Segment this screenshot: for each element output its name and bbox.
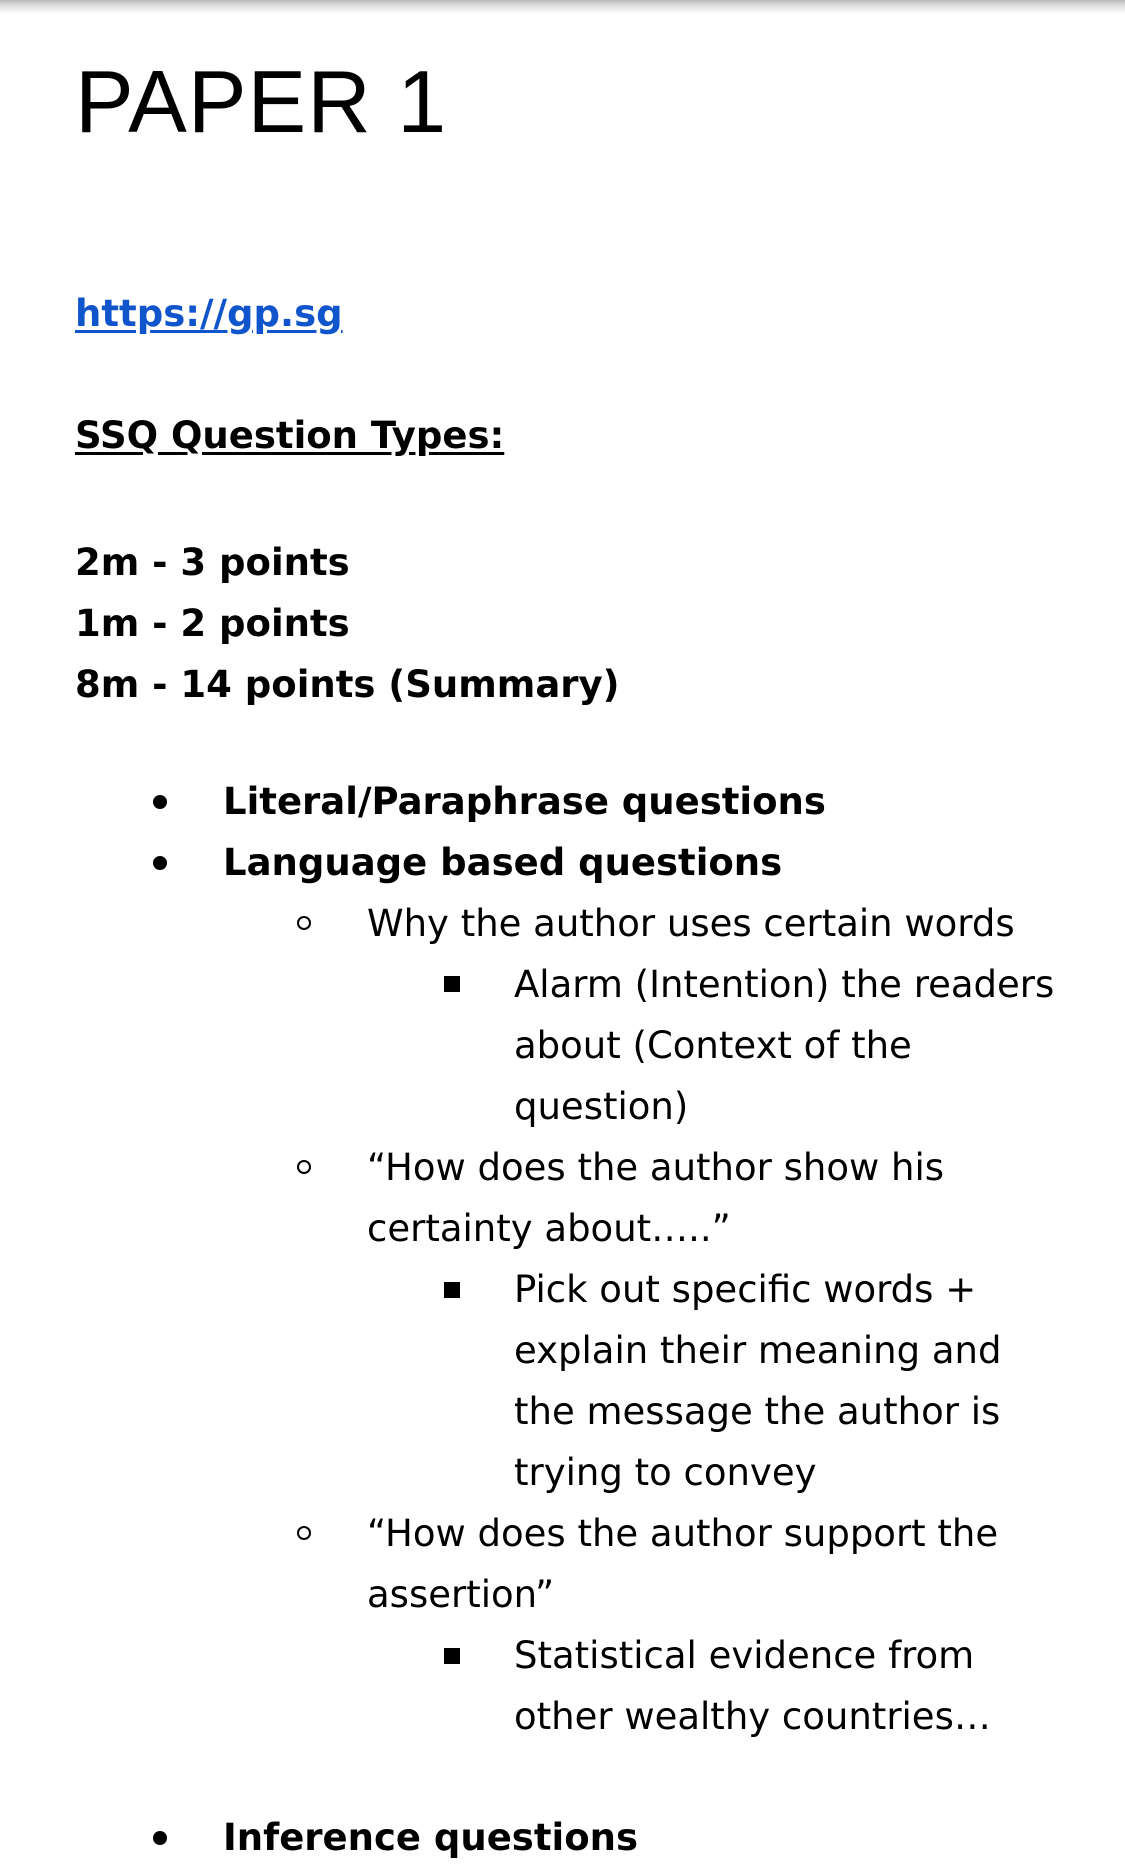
marks-item-8m: 8m - 14 points (Summary) <box>75 663 620 706</box>
list-item-language: Language based questions <box>223 841 783 884</box>
bullet-disc-icon <box>153 1831 167 1845</box>
marks-list <box>75 532 620 715</box>
list-item-lang-sub3-line1: “How does the author support the <box>367 1512 999 1555</box>
list-item-lang-sub2-detail-line2: explain their meaning and <box>514 1329 1002 1372</box>
list-item-lang-sub1-detail-line1: Alarm (Intention) the readers <box>514 963 1055 1006</box>
document-title: PAPER 1 <box>75 52 448 151</box>
bullet-square-icon <box>444 1648 460 1664</box>
section-heading: SSQ Question Types: <box>75 414 505 457</box>
list-item-lang-sub3-line2: assertion” <box>367 1573 555 1616</box>
top-edge-shadow <box>0 0 1125 14</box>
bullet-circle-icon <box>297 916 311 930</box>
list-item-lang-sub2-detail-line3: the message the author is <box>514 1390 1001 1433</box>
bullet-disc-icon <box>153 856 167 870</box>
list-item-lang-sub1-detail-line2: about (Context of the <box>514 1024 912 1067</box>
bullet-square-icon <box>444 976 460 992</box>
list-item-lang-sub2-detail-line1: Pick out specific words + <box>514 1268 977 1311</box>
marks-item-1m: 1m - 2 points <box>75 602 350 645</box>
list-item-lang-sub2-detail-line4: trying to convey <box>514 1451 817 1494</box>
bullet-circle-icon <box>297 1160 311 1174</box>
bullet-disc-icon <box>153 795 167 809</box>
gp-sg-link[interactable]: https://gp.sg <box>75 292 343 335</box>
list-item-lang-sub2-line2: certainty about…..” <box>367 1207 731 1250</box>
list-item-lang-sub1: Why the author uses certain words <box>367 902 1015 945</box>
bullet-circle-icon <box>297 1526 311 1540</box>
list-item-lang-sub3-detail-line1: Statistical evidence from <box>514 1634 975 1677</box>
marks-item-2m: 2m - 3 points <box>75 541 350 584</box>
bullet-square-icon <box>444 1282 460 1298</box>
list-item-lang-sub2-line1: “How does the author show his <box>367 1146 945 1189</box>
list-item-literal: Literal/Paraphrase questions <box>223 780 826 823</box>
list-item-inference: Inference questions <box>223 1816 638 1859</box>
list-item-lang-sub1-detail-line3: question) <box>514 1085 689 1128</box>
list-item-lang-sub3-detail-line2: other wealthy countries… <box>514 1695 991 1738</box>
